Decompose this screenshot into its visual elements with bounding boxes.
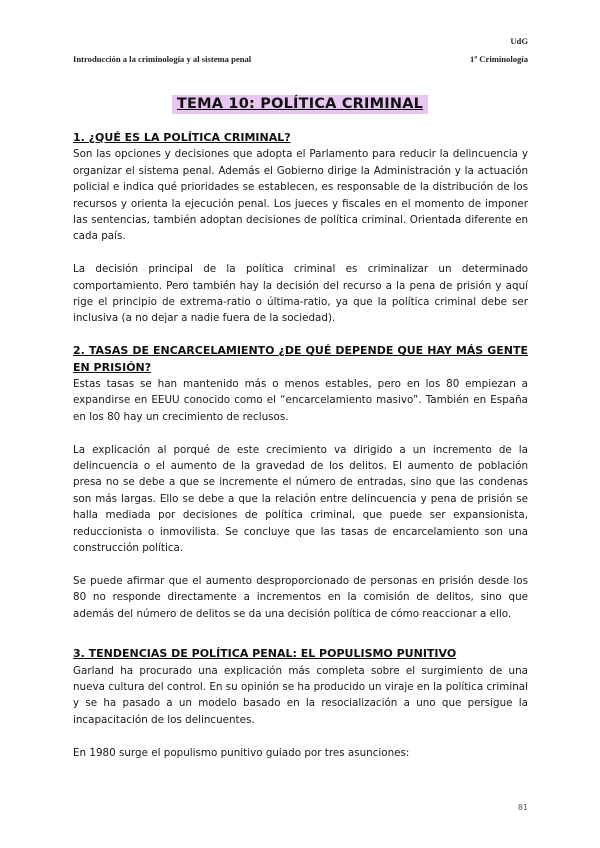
section-1-heading: 1. ¿QUÉ ES LA POLÍTICA CRIMINAL?: [73, 131, 291, 144]
section-3-heading: 3. TENDENCIAS DE POLÍTICA PENAL: EL POPULISMO PUNITIVO: [73, 647, 457, 661]
section-1-paragraph: La decisión principal de la política criminal es criminalizar un determinado comportamiento. Pero también hay la decisión del recurso a la pena de prisión y aquí rige el principio de extrema-ratio o última-ratio, ya que la política criminal debe ser inclusiva (a no dejar a nadie fuera de la sociedad).: [73, 263, 528, 325]
course-title: Introducción a la criminología y al sistema penal: [73, 54, 252, 64]
degree-label: 1º Criminología: [470, 54, 528, 64]
section-2-heading: 2. TASAS DE ENCARCELAMIENTO ¿DE QUÉ DEPENDE QUE HAY MÁS GENTE EN PRISIÓN?: [73, 344, 528, 374]
institution-label: UdG: [510, 36, 528, 46]
section-1-paragraph: Son las opciones y decisiones que adopta el Parlamento para reducir la delincuencia y organizar el sistema penal. Además el Gobierno dirige la Administración y la actuación policial e indica qué prioridades se establecen, es responsable de la distribución de los recursos y orienta la ejecución penal. Los jueces y fiscales en el momento de imponer las sentencias, también adoptan decisiones de política criminal. Orientada diferente en cada país.: [73, 148, 528, 243]
title-container: [0, 93, 600, 114]
section-2-paragraph: Estas tasas se han mantenido más o menos estables, pero en los 80 empiezan a expandirse en EEUU conocido como el “encarcelamiento masivo”. También en España en los 80 hay un crecimiento de reclusos.: [73, 378, 528, 423]
page-number: 81: [517, 803, 528, 812]
page-title: TEMA 10: POLÍTICA CRIMINAL: [172, 95, 428, 114]
document-body: [73, 130, 528, 761]
section-3-paragraph: Garland ha procurado una explicación más completa sobre el surgimiento de una nueva cultura del control. En su opinión se ha producido un viraje en la política criminal y se ha pasado a un modelo basado en la resocialización a uno que persigue la incapacitación de los delincuentes.: [73, 664, 528, 726]
section-3-paragraph: En 1980 surge el populismo punitivo guiado por tres asunciones:: [73, 746, 410, 759]
section-2-paragraph: Se puede afirmar que el aumento desproporcionado de personas en prisión desde los 80 no responde directamente a incrementos en la comisión de delitos, sino que además del número de delitos se da una decisión política de cómo reaccionar a ello.: [73, 574, 528, 620]
section-2-paragraph: La explicación al porqué de este crecimiento va dirigido a un incremento de la delincuencia o el aumento de la gravedad de los delitos. El aumento de población presa no se debe a que se incremente el número de entradas, sino que las condenas son más largas. Ello se debe a que la relación entre delincuencia y pena de prisión se halla mediada por decisiones de política criminal, que puede ser expansionista, reduccionista o inmovilista. Se concluye que las tasas de encarcelamiento son una construcción política.: [73, 443, 528, 555]
